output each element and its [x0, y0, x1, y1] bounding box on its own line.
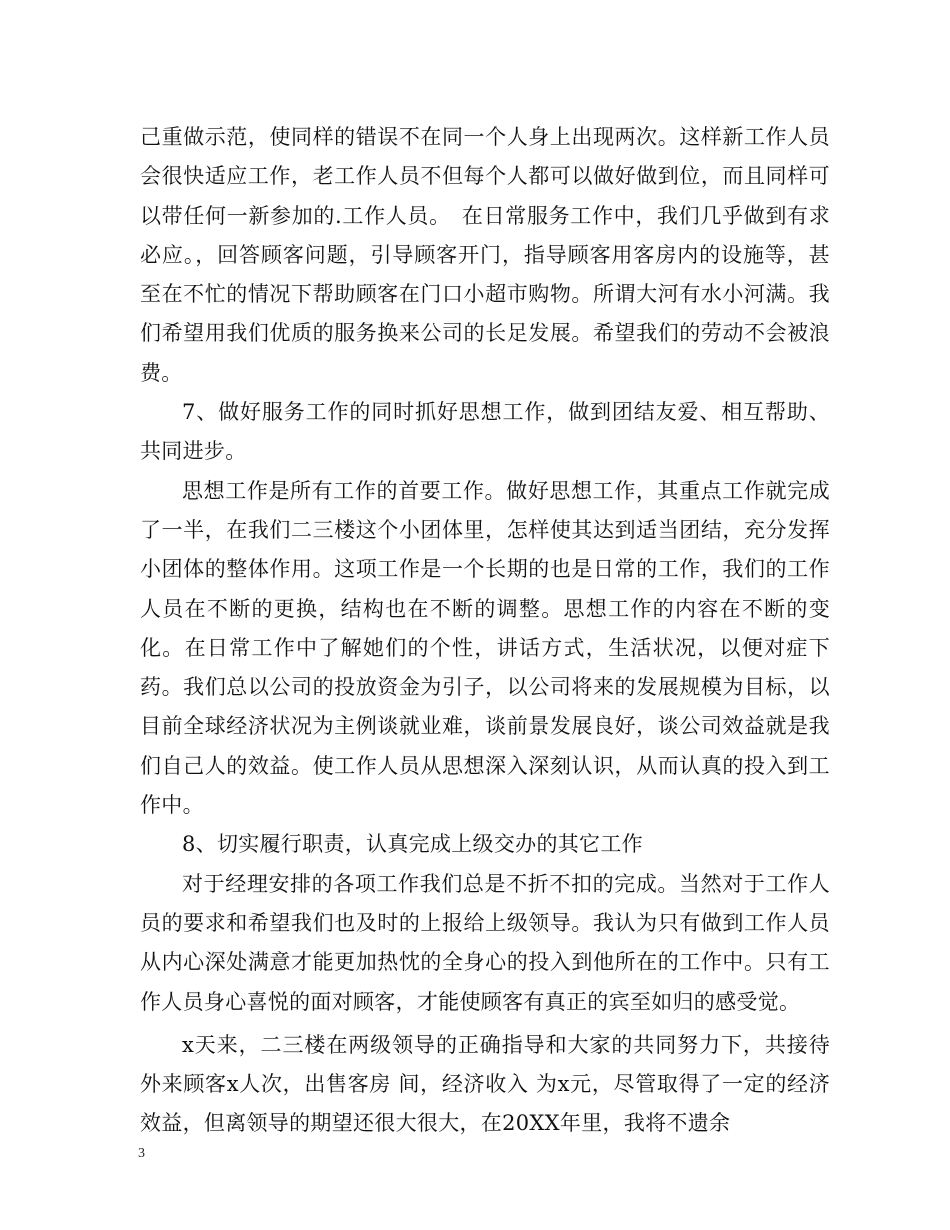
paragraph-5: 对于经理安排的各项工作我们总是不折不扣的完成。当然对于工作人员的要求和希望我们也及时的上报给上级领导。我认为只有做到工作人员从内心深处满意才能更加热忱的全身心的投入到他所在的工作中。只有工作人员身心喜悦的面对顾客，才能使顾客有真正的宾至如归的感受觉。 — [140, 871, 830, 1014]
document-body — [140, 118, 830, 1144]
paragraph-6: x天来，二三楼在两级领导的正确指导和大家的共同努力下，共接待外来顾客x人次，出售客房 间，经济收入 为x元，尽管取得了一定的经济效益，但离领导的期望还很大很大，在20XX年里，我将不遗余 — [140, 1032, 830, 1136]
paragraph-4-heading: 8、切实履行职责，认真完成上级交办的其它工作 — [182, 832, 643, 857]
paragraph-1: 己重做示范，使同样的错误不在同一个人身上出现两次。这样新工作人员会很快适应工作，老工作人员不但每个人都可以做好做到位，而且同样可以带任何一新参加的.工作人员。 在日常服务工作中，我们几乎做到有求必应。，回答顾客问题，引导顾客开门，指导顾客用客房内的设施等，甚至在不忙的情况下帮助顾客在门口小超市购物。所谓大河有水小河满。我们希望用我们优质的服务换来公司的长足发展。希望我们的劳动不会被浪费。 — [140, 125, 830, 385]
paragraph-2-heading: 7、做好服务工作的同时抓好思想工作，做到团结友爱、相互帮助、共同进步。 — [140, 400, 830, 464]
page-number: 3 — [138, 1146, 145, 1161]
paragraph-3: 思想工作是所有工作的首要工作。做好思想工作，其重点工作就完成了一半，在我们二三楼这个小团体里，怎样使其达到适当团结，充分发挥小团体的整体作用。这项工作是一个长期的也是日常的工作，我们的工作人员在不断的更换，结构也在不断的调整。思想工作的内容在不断的变化。在日常工作中了解她们的个性，讲话方式，生活状况，以便对症下药。我们总以公司的投放资金为引子，以公司将来的发展规模为目标，以目前全球经济状况为主例谈就业难，谈前景发展良好，谈公司效益就是我们自己人的效益。使工作人员从思想深入深刻认识，从而认真的投入到工作中。 — [140, 478, 830, 818]
